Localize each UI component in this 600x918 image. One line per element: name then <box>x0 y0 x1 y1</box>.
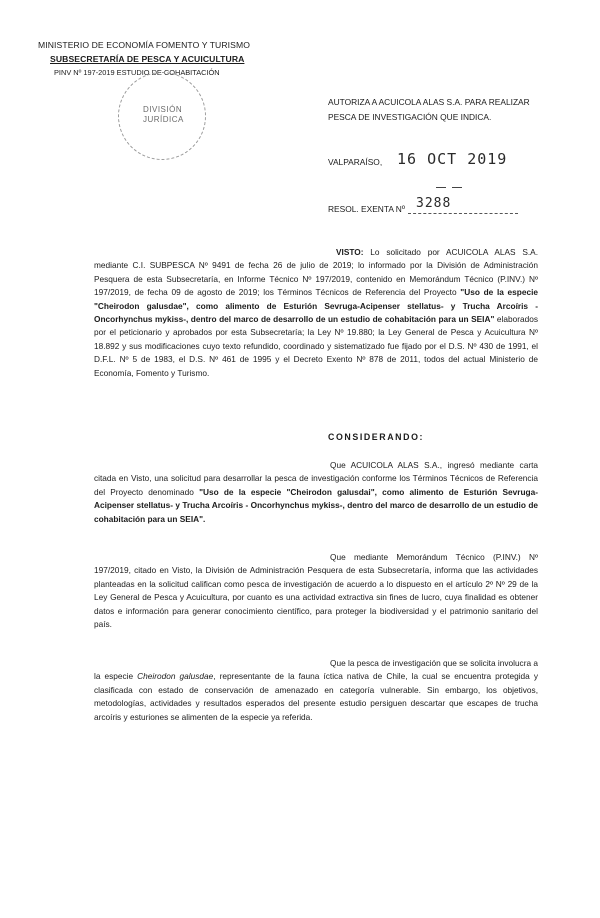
considerando-paragraph-3 <box>94 657 538 724</box>
division-stamp <box>118 72 206 160</box>
visto-project-title: "Uso de la especie "Cheirodon galusdae", como alimento de Esturión Sevruga-Acipenser stellatus- y Trucha Arcoíris - Oncorhynchus mykiss-, dentro del marco de desarrollo de un estudio de cohabitación para un SEIA" <box>94 287 538 325</box>
considerando-p1-project: "Uso de la especie "Cheirodon galusdai", como alimento de Esturión Sevruga-Acipenser stellatus- y Trucha Arcoíris - Oncorhynchus mykiss-, dentro del marco de desarrollo de un estudio de cohabitación para un SEIA". <box>94 486 538 524</box>
resolution-label: RESOL. EXENTA Nº <box>328 204 405 214</box>
species-name: Cheirodon galusdae <box>137 671 214 682</box>
considerando-paragraph-2: Que mediante Memorándum Técnico (P.INV.) Nº 197/2019, citado en Visto, la División de Administración Pesquera de esta Subsecretaría, informa que las actividades planteadas en la solicitud califican como pesca de investigación de acuerdo a lo dispuesto en el artículo 2º Nº 29 de la Ley General de Pesca y Acuicultura, por cuanto es una actividad extractiva sin fines de lucro, cuya finalidad es obtener datos e información para generar conocimiento científico, para proteger la biodiversidad y el patrimonio sanitario del país. <box>94 552 538 630</box>
date-dash <box>436 187 446 188</box>
visto-label: VISTO: <box>336 247 364 257</box>
place-label: VALPARAÍSO, <box>328 157 383 167</box>
stamp-line-1: DIVISIÓN <box>143 105 183 114</box>
stamp-line-2: JURÍDICA <box>143 115 184 124</box>
considerando-p3-text-a: Que la pesca de investigación que se solicita involucra a la especie <box>94 658 539 682</box>
reference-code: PINV Nº 197-2019 ESTUDIO DE COHABITACIÓN <box>54 68 220 77</box>
visto-paragraph <box>94 246 538 380</box>
resolution-number: 3288 <box>416 196 452 211</box>
considerando-p3-text-b: , representante de la fauna íctica nativa de Chile, la cual se encuentra protegida y clasificada con estado de conservación de amenazado en categoría vulnerable. Sin embargo, los objetivos, metodologías, actividades y resultados esperados del presente estudio persiguen descartar que escapes de trucha arcoíris y esturiones se alimenten de la especie ya referida. <box>94 671 538 722</box>
considerando-heading: CONSIDERANDO: <box>328 432 425 442</box>
ministry-name: MINISTERIO DE ECONOMÍA FOMENTO Y TURISMO <box>38 40 251 50</box>
date-dash-2 <box>452 187 462 188</box>
subject-line-2: PESCA DE INVESTIGACIÓN QUE INDICA. <box>328 112 492 122</box>
resolution-underline <box>408 213 518 214</box>
subject-line-1: AUTORIZA A ACUICOLA ALAS S.A. PARA REALIZAR <box>328 97 530 107</box>
visto-text-2: elaborados por el peticionario y aprobados por esta Subsecretaría; la Ley Nº 19.880; la Ley General de Pesca y Acuicultura Nº 18.892 y sus modificaciones cuyo texto refundido, coordinado y sistematizado fue fijado por el D.S. Nº 430 de 1991, el D.F.L. Nº 5 de 1983, el D.S. Nº 461 de 1995 y el Decreto Exento Nº 878 de 2011, todos del actual Ministerio de Economía, Fomento y Turismo. <box>94 314 538 378</box>
subsecretaria-name: SUBSECRETARÍA DE PESCA Y ACUICULTURA <box>50 54 245 64</box>
considerando-p1-text: Que ACUICOLA ALAS S.A., ingresó mediante carta citada en Visto, una solicitud para desarrollar la pesca de investigación conforme los Términos Técnicos de Referencia del Proyecto denominado <box>94 460 538 497</box>
considerando-paragraph-1 <box>94 459 538 526</box>
resolution-date: 16 OCT 2019 <box>397 150 508 168</box>
visto-text-1: Lo solicitado por ACUICOLA ALAS S.A. mediante C.I. SUBPESCA Nº 9491 de fecha 26 de julio de 2019; lo informado por la División de Administración Pesquera de esta Subsecretaría, en Informe Técnico Nº 197/2019, contenido en Memorándum Técnico (P.INV.) Nº 197/2019, de fecha 09 de agosto de 2019; los Términos Técnicos de Referencia del Proyecto <box>94 247 538 298</box>
